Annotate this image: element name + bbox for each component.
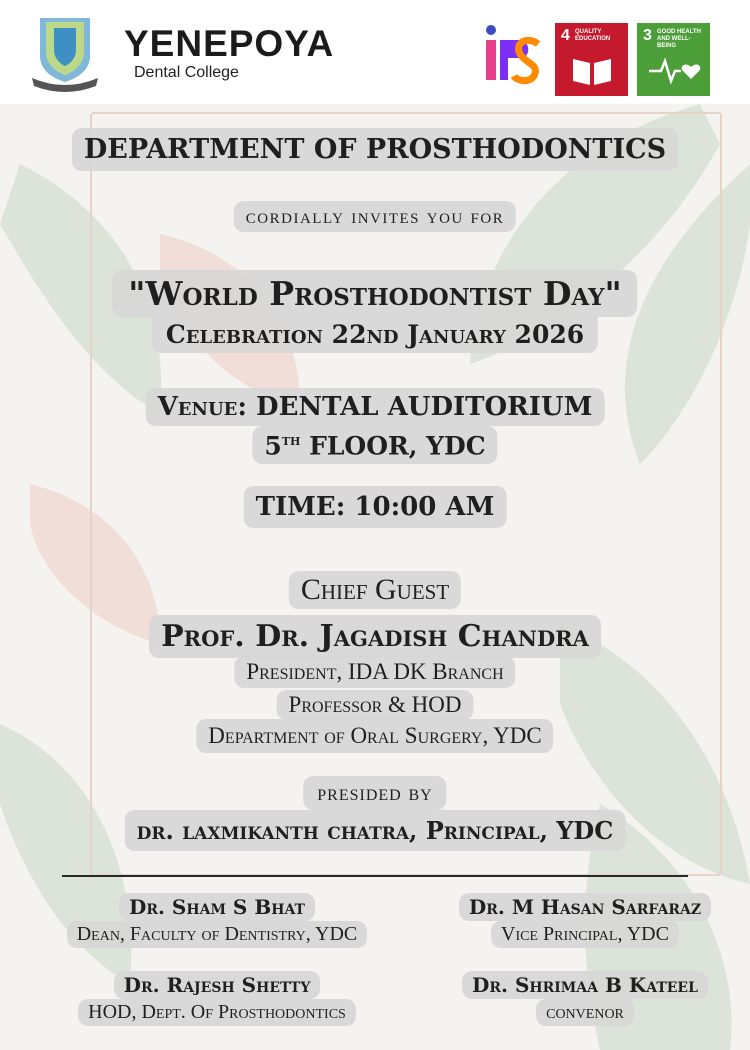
signatory-name: Dr. Rajesh Shetty [114, 971, 321, 999]
signatory-vice-principal [440, 893, 730, 948]
event-date: Celebration 22nd January 2026 [152, 316, 598, 353]
sdg4-quality-education-icon [555, 23, 628, 96]
sdg3-label: GOOD HEALTH AND WELL-BEING [657, 29, 701, 49]
divider-line [62, 875, 688, 877]
venue-floor-number: 5 [264, 431, 282, 461]
sdg3-good-health-icon [637, 23, 710, 96]
venue-line: Venue: DENTAL AUDITORIUM [146, 388, 605, 426]
sdg3-number: 3 [643, 27, 652, 44]
college-logo-text [124, 24, 334, 82]
venue-floor-text: FLOOR, YDC [300, 431, 486, 461]
header-bar [0, 0, 750, 104]
signatory-hod [22, 971, 412, 1026]
presided-by-name: dr. laxmikanth chatra, Principal, YDC [125, 810, 626, 851]
ips-logo-icon [484, 24, 540, 86]
event-title: "World Prosthodontist Day" [112, 270, 637, 317]
department-title: DEPARTMENT OF PROSTHODONTICS [72, 128, 678, 171]
signatory-name: Dr. M Hasan Sarfaraz [459, 893, 711, 921]
signatory-name: Dr. Shrimaa B Kateel [462, 971, 708, 999]
signatory-dean [22, 893, 412, 948]
presided-by-label: presided by [303, 776, 446, 810]
chief-guest-designation: President, IDA DK Branch [234, 656, 515, 688]
event-time: TIME: 10:00 AM [244, 486, 507, 528]
college-name: YENEPOYA [124, 23, 335, 64]
chief-guest-heading: Chief Guest [289, 571, 461, 609]
chief-guest-department: Department of Oral Surgery, YDC [196, 719, 553, 753]
signatory-role: Dean, Faculty of Dentistry, YDC [67, 921, 368, 948]
signatory-role: Vice Principal, YDC [491, 921, 679, 948]
college-logo-icon [26, 12, 104, 92]
signatory-convenor [440, 971, 730, 1026]
sdg4-number: 4 [561, 27, 570, 44]
chief-guest-position: Professor & HOD [277, 690, 474, 720]
sdg4-label: QUALITY EDUCATION [575, 29, 611, 42]
signatory-role: HOD, Dept. Of Prosthodontics [78, 999, 356, 1026]
venue-floor-suffix: th [281, 430, 301, 449]
signatory-role: convenor [536, 999, 634, 1026]
invitation-line: cordially invites you for [234, 201, 516, 232]
venue-floor [252, 426, 497, 464]
college-subtitle: Dental College [134, 64, 239, 81]
signatory-name: Dr. Sham S Bhat [119, 893, 315, 921]
chief-guest-name: Prof. Dr. Jagadish Chandra [149, 615, 601, 658]
